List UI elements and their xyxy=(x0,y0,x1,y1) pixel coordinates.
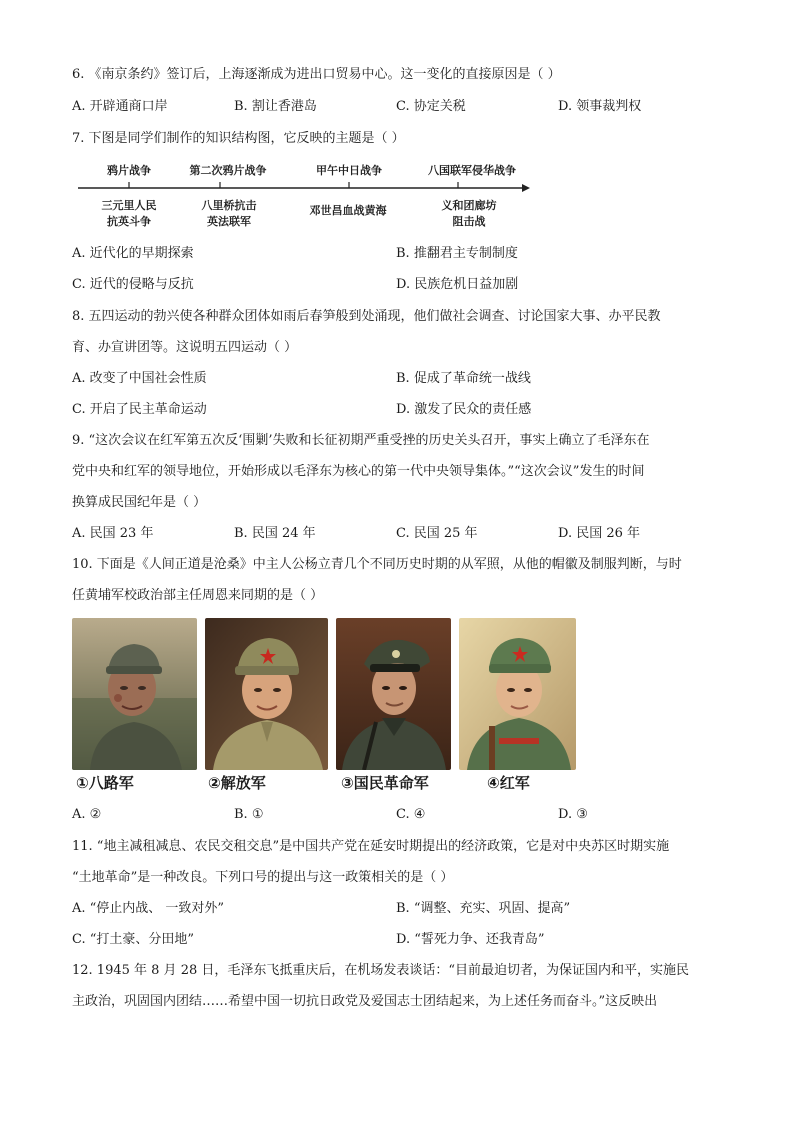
q9-option-c: C. 民国 25 年 xyxy=(396,526,478,541)
timeline-top-label-2: 第二次鸦片战争 xyxy=(189,164,267,177)
timeline-bottom-label-4b: 阻击战 xyxy=(452,215,486,228)
q9-option-d: D. 民国 26 年 xyxy=(558,526,641,541)
timeline-bottom-label-1b: 抗英斗争 xyxy=(107,215,151,228)
q9-option-a: A. 民国 23 年 xyxy=(72,526,154,541)
q10-option-d: D. ③ xyxy=(558,807,588,822)
q11-option-d: D. “誓死力争、还我青岛” xyxy=(396,932,545,947)
q11-option-c: C. “打土豪、分田地” xyxy=(72,932,195,947)
photo-caption-3: ③国民革命军 xyxy=(341,774,429,792)
photo-caption-1: ①八路军 xyxy=(76,774,134,792)
q6-stem: 6. 《南京条约》签订后，上海逐渐成为进出口贸易中心。这一变化的直接原因是（ ） xyxy=(72,67,561,82)
timeline-top-label-3: 甲午中日战争 xyxy=(316,164,382,177)
q10-stem-line-1: 10. 下面是《人间正道是沧桑》中主人公杨立青几个不同历史时期的从军照，从他的帽徽及制服判断，与时 xyxy=(72,557,682,572)
q8-option-d: D. 激发了民众的责任感 xyxy=(396,402,532,417)
q6-option-c: C. 协定关税 xyxy=(396,99,466,114)
q7-stem: 7. 下图是同学们制作的知识结构图，它反映的主题是（ ） xyxy=(72,131,405,146)
q10-option-b: B. ① xyxy=(234,807,264,822)
photo-caption-4: ④红军 xyxy=(487,774,530,792)
q11-stem-line-1: 11. “地主减租减息、农民交租交息”是中国共产党在延安时期提出的经济政策，它是对中央苏区时期实施 xyxy=(72,839,670,854)
q7-option-b: B. 推翻君主专制制度 xyxy=(396,246,518,261)
photo-liberation-army xyxy=(205,618,328,770)
q12-stem-line-1: 12. 1945 年 8 月 28 日，毛泽东飞抵重庆后，在机场发表谈话：“目前最迫切者，为保证国内和平，实施民 xyxy=(72,963,690,978)
photo-national-revolutionary-army xyxy=(336,618,451,770)
timeline-arrowhead xyxy=(522,184,530,192)
q8-stem-line-1: 8. 五四运动的勃兴使各种群众团体如雨后春笋般到处涌现，他们做社会调查、讨论国家大事、办平民教 xyxy=(72,309,661,324)
timeline-bottom-label-4a: 义和团廊坊 xyxy=(441,199,497,212)
q6-option-d: D. 领事裁判权 xyxy=(558,99,642,114)
timeline-bottom-label-3: 邓世昌血战黄海 xyxy=(309,204,387,217)
q9-stem-line-2: 党中央和红军的领导地位，开始形成以毛泽东为核心的第一代中央领导集体。”“这次会议”发生的时间 xyxy=(72,464,645,479)
q11-stem-line-2: “土地革命”是一种改良。下列口号的提出与这一政策相关的是（ ） xyxy=(72,870,454,885)
q9-stem-line-3: 换算成民国纪年是（ ） xyxy=(72,495,207,510)
timeline-bottom-label-2b: 英法联军 xyxy=(207,215,251,228)
q6-option-b: B. 割让香港岛 xyxy=(234,99,317,114)
photo-red-army xyxy=(459,618,576,770)
q7-option-d: D. 民族危机日益加剧 xyxy=(396,277,519,292)
q9-option-b: B. 民国 24 年 xyxy=(234,526,316,541)
q6-option-a: A. 开辟通商口岸 xyxy=(72,99,168,114)
q8-stem-line-2: 育、办宣讲团等。这说明五四运动（ ） xyxy=(72,340,298,355)
timeline-bottom-label-2a: 八里桥抗击 xyxy=(201,199,257,212)
photo-eighth-route-army xyxy=(72,618,197,770)
q10-option-a: A. ② xyxy=(72,807,102,822)
q9-stem-line-1: 9. “这次会议在红军第五次反‘围剿’失败和长征初期严重受挫的历史关头召开，事实上确立了毛泽东在 xyxy=(72,433,650,448)
q7-option-a: A. 近代化的早期探索 xyxy=(72,246,194,261)
timeline-top-label-1: 鸦片战争 xyxy=(107,164,151,177)
timeline-top-label-4: 八国联军侵华战争 xyxy=(428,164,516,177)
q11-option-a: A. “停止内战、 一致对外” xyxy=(72,901,225,916)
timeline-bottom-label-1a: 三元里人民 xyxy=(101,199,157,212)
q8-option-b: B. 促成了革命统一战线 xyxy=(396,371,531,386)
q7-option-c: C. 近代的侵略与反抗 xyxy=(72,277,194,292)
photo-caption-2: ②解放军 xyxy=(208,774,266,792)
q10-option-c: C. ④ xyxy=(396,807,426,822)
q8-option-c: C. 开启了民主革命运动 xyxy=(72,402,207,417)
q8-option-a: A. 改变了中国社会性质 xyxy=(72,371,207,386)
q12-stem-line-2: 主政治，巩固国内团结……希望中国一切抗日政党及爱国志士团结起来，为上述任务而奋斗。”这反映出 xyxy=(72,994,658,1009)
q11-option-b: B. “调整、充实、巩固、提高” xyxy=(396,901,571,916)
q10-stem-line-2: 任黄埔军校政治部主任周恩来同期的是（ ） xyxy=(72,588,324,603)
knowledge-timeline-diagram xyxy=(72,156,542,236)
